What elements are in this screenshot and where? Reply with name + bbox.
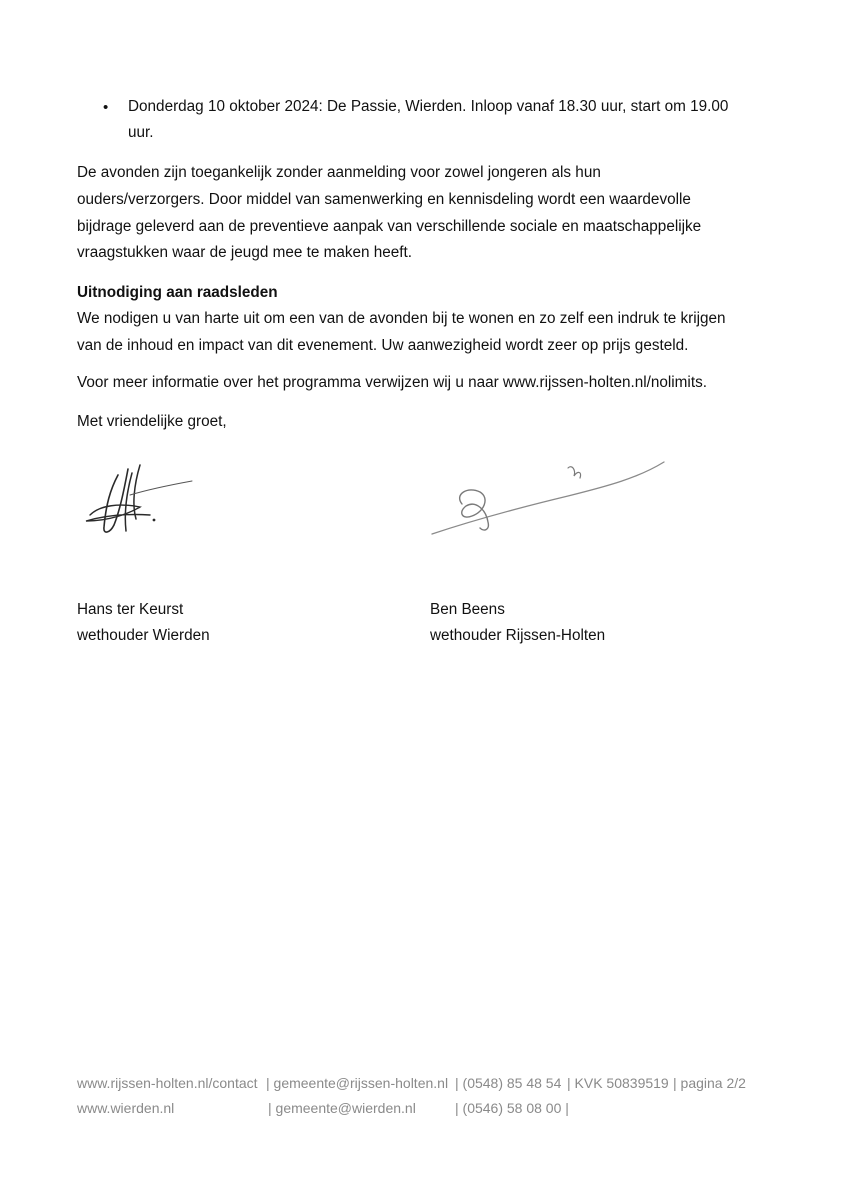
footer-phone-rh: | (0548) 85 48 54 [455, 1075, 562, 1091]
footer-site-rh: www.rijssen-holten.nl/contact [77, 1075, 258, 1091]
signature-ben-beens [428, 458, 668, 543]
signatory-title: wethouder Wierden [77, 627, 210, 644]
section-heading: Uitnodiging aan raadsleden [77, 284, 278, 301]
paragraph-line: De avonden zijn toegankelijk zonder aanmelding voor zowel jongeren als hun [77, 164, 601, 181]
paragraph-line: vraagstukken waar de jeugd mee te maken heeft. [77, 244, 413, 261]
closing-greeting: Met vriendelijke groet, [77, 413, 227, 430]
footer-email-rh: | gemeente@rijssen-holten.nl [266, 1075, 449, 1091]
paragraph-line: bijdrage geleverd aan de preventieve aanpak van verschillende sociale en maatschappelijke [77, 218, 702, 235]
footer-site-wierden: www.wierden.nl [77, 1100, 175, 1116]
section-line: We nodigen u van harte uit om een van de avonden bij te wonen en zo zelf een indruk te krijgen [77, 310, 726, 327]
bullet-line-1: Donderdag 10 oktober 2024: De Passie, Wierden. Inloop vanaf 18.30 uur, start om 19.00 [128, 98, 729, 115]
paragraph-line: ouders/verzorgers. Door middel van samenwerking en kennisdeling wordt een waardevolle [77, 191, 691, 208]
footer-page-number: | pagina 2/2 [673, 1075, 746, 1091]
info-line: Voor meer informatie over het programma verwijzen wij u naar www.rijssen-holten.nl/nolimits. [77, 374, 707, 391]
section-line: van de inhoud en impact van dit evenement. Uw aanwezigheid wordt zeer op prijs gesteld. [77, 337, 689, 354]
bullet-line-2: uur. [128, 124, 154, 141]
signatory-title: wethouder Rijssen-Holten [430, 627, 606, 644]
bullet-dot: • [103, 99, 109, 116]
footer-email-wierden: | gemeente@wierden.nl [268, 1100, 416, 1116]
footer-phone-wierden: | (0546) 58 08 00 | [455, 1100, 569, 1116]
footer-kvk: | KVK 50839519 [567, 1075, 669, 1091]
signatory-name: Ben Beens [430, 601, 505, 618]
signature-hans-ter-keurst [80, 455, 200, 545]
signatory-name: Hans ter Keurst [77, 601, 184, 618]
